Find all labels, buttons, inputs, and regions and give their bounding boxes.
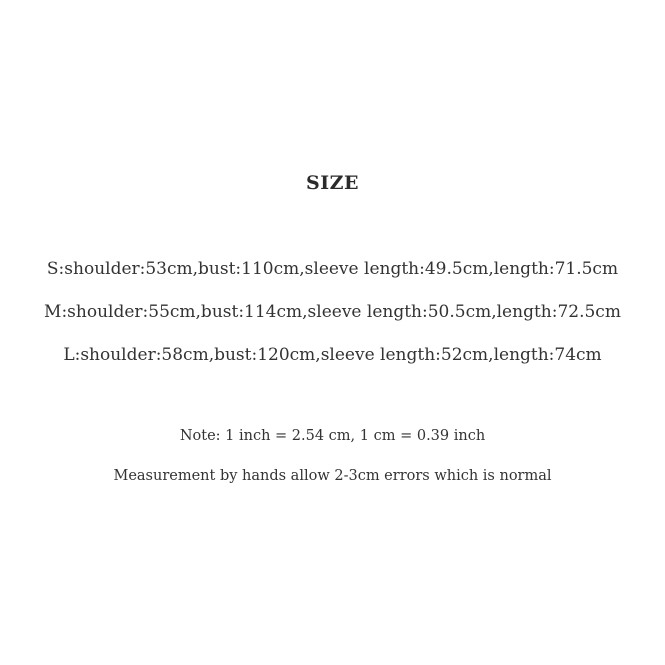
conversion-note: Note: 1 inch = 2.54 cm, 1 cm = 0.39 inch bbox=[179, 428, 486, 444]
size-row-s: S:shoulder:53cm,bust:110cm,sleeve length:49.5cm,length:71.5cm bbox=[46, 259, 619, 279]
size-row-m: M:shoulder:55cm,bust:114cm,sleeve length:50.5cm,length:72.5cm bbox=[44, 302, 621, 322]
size-row-l: L:shoulder:58cm,bust:120cm,sleeve length:52cm,length:74cm bbox=[63, 345, 602, 365]
size-title: SIZE bbox=[306, 172, 359, 194]
measurement-note: Measurement by hands allow 2-3cm errors which is normal bbox=[113, 468, 552, 484]
